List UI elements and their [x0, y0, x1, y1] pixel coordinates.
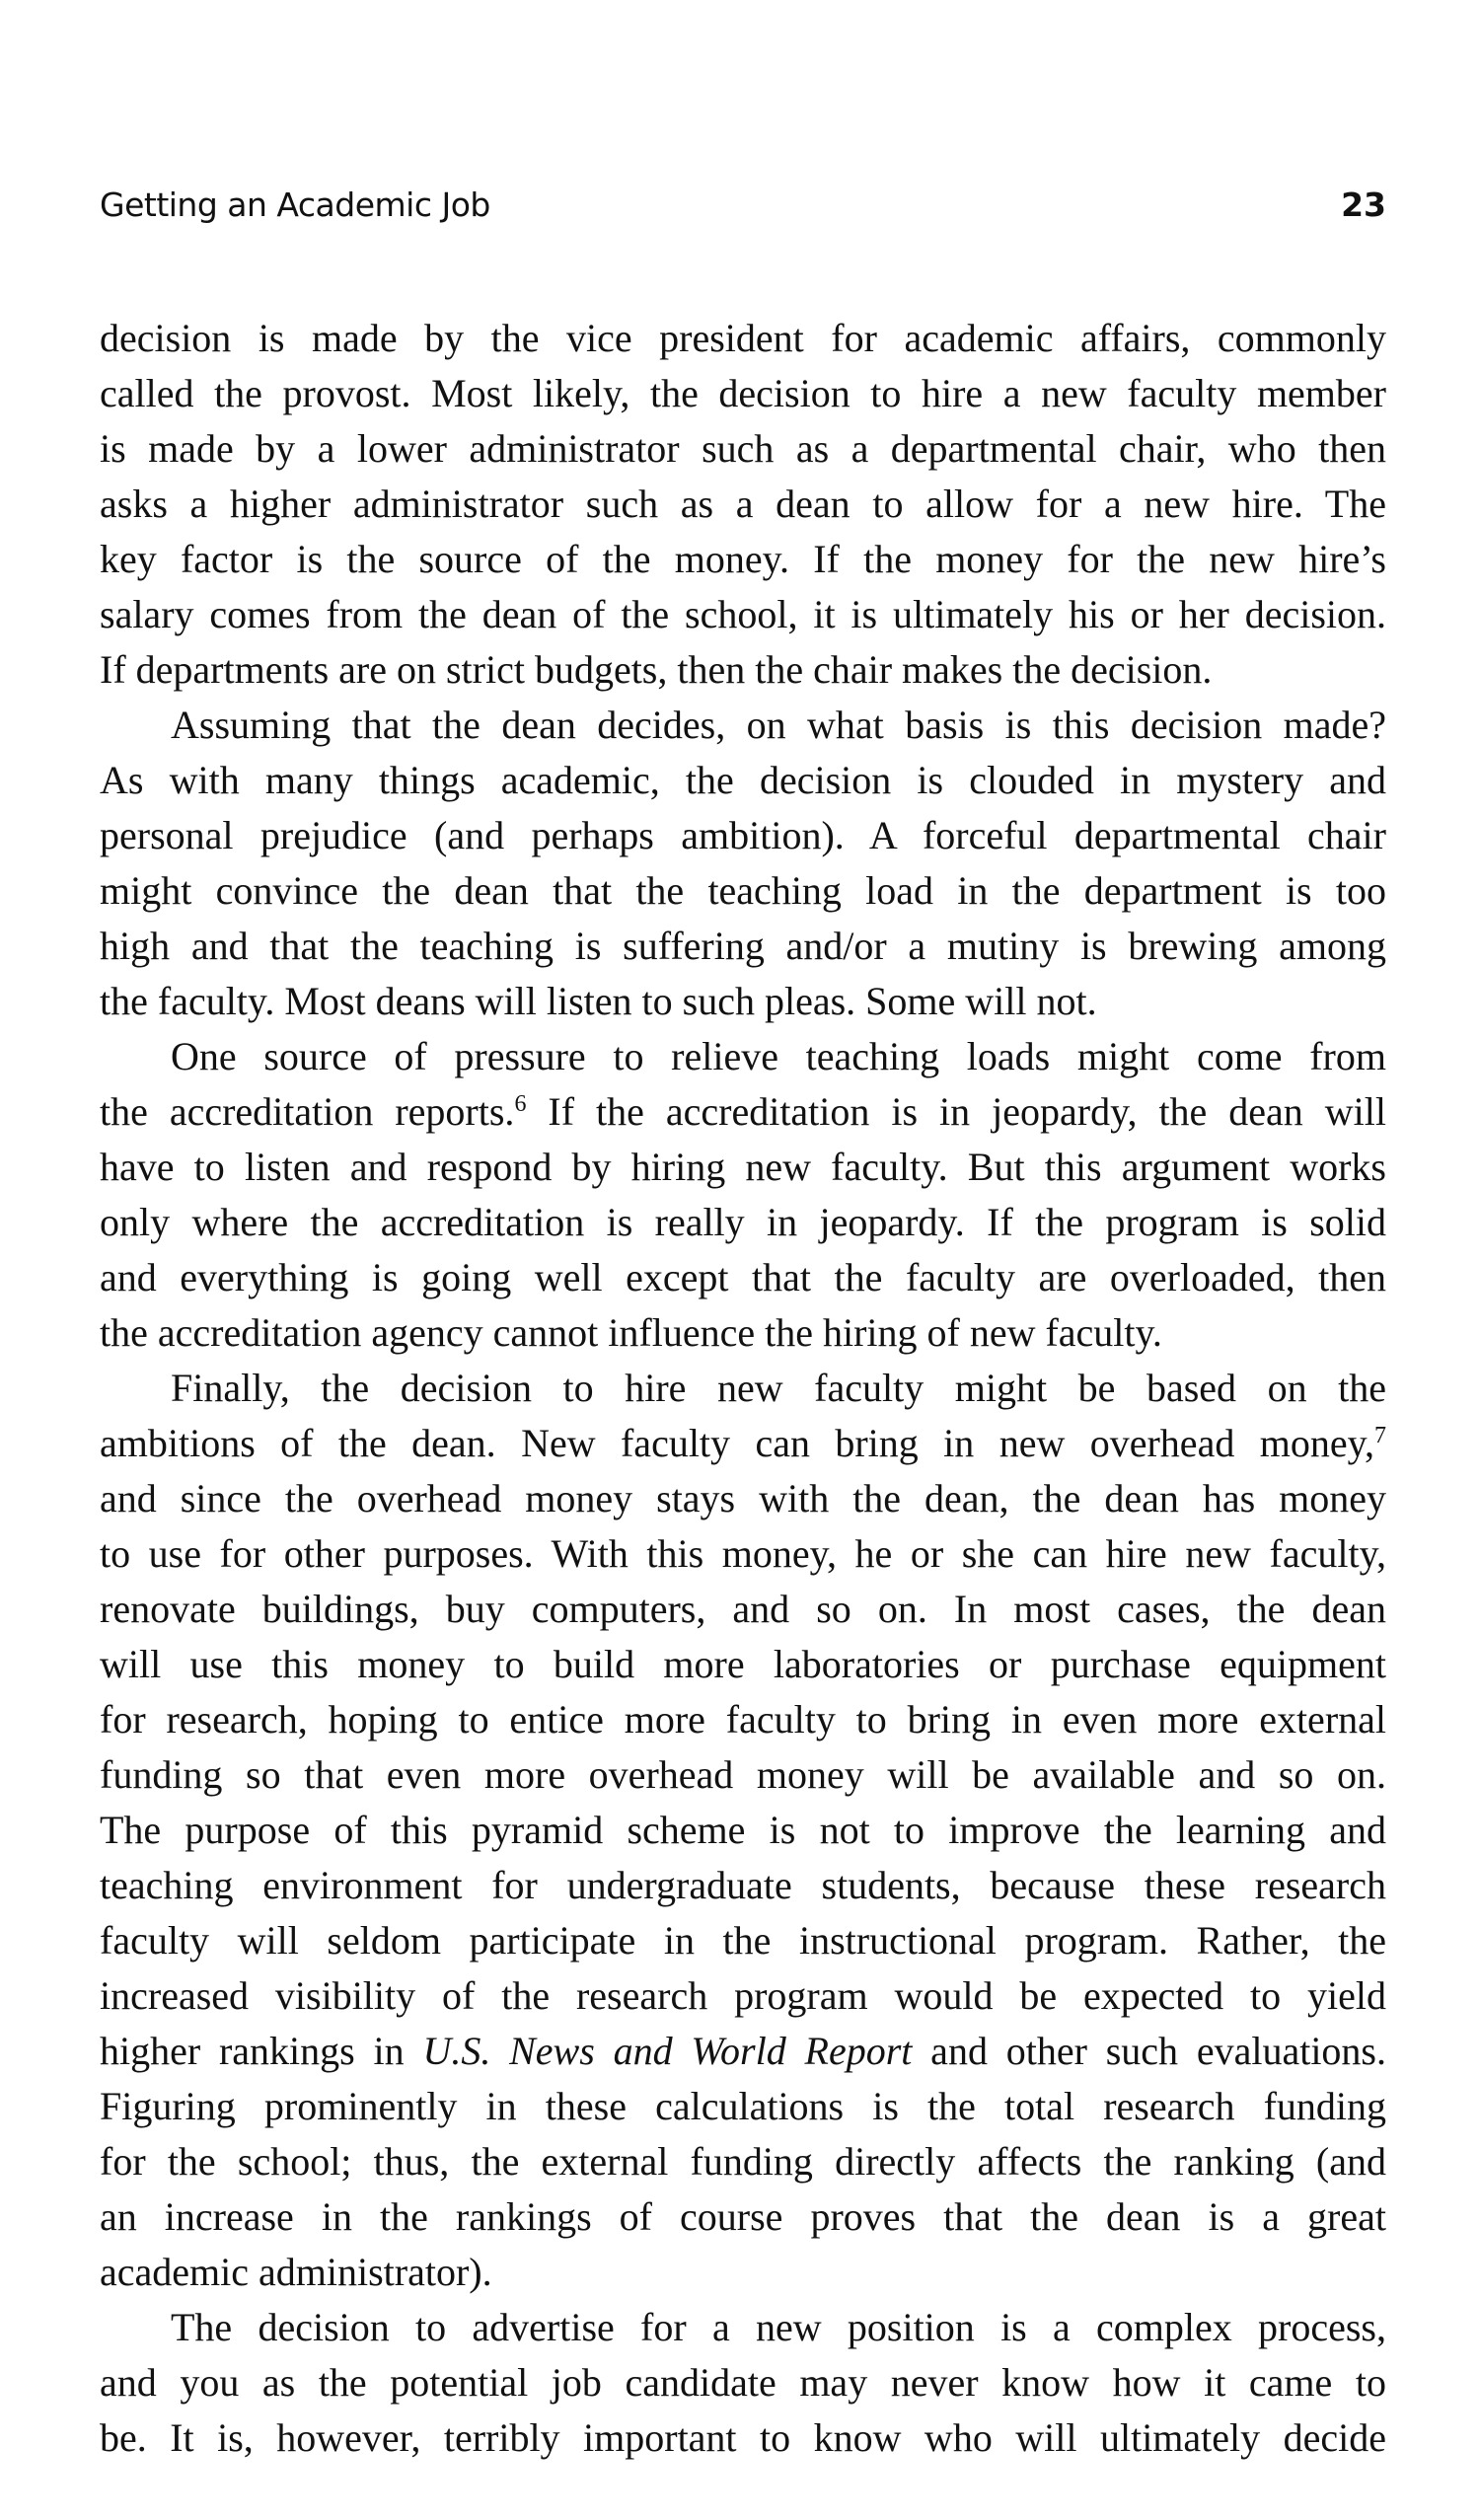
text-segment: the accreditation agency cannot influence the hiring of new faculty. [100, 1310, 1162, 1355]
text-segment: an increase in the rankings of course proves that the dean is a great [100, 2194, 1386, 2239]
text-line [100, 1084, 1386, 1140]
text-segment: faculty will seldom participate in the instructional program. Rather, the [100, 1918, 1386, 1963]
paragraph [100, 698, 1386, 1029]
text-line [100, 1913, 1386, 1968]
text-line [100, 477, 1386, 532]
running-title: Getting an Academic Job [100, 185, 490, 224]
italic-title: U.S. News and World Report [422, 2029, 913, 2073]
text-segment: renovate buildings, buy computers, and so on. In most cases, the dean [100, 1587, 1386, 1631]
text-line [100, 1250, 1386, 1305]
text-line [100, 1029, 1386, 1084]
text-segment: If departments are on strict budgets, then the chair makes the decision. [100, 647, 1213, 692]
text-segment: ambitions of the dean. New faculty can bring in new overhead money, [100, 1421, 1374, 1465]
text-line [100, 1361, 1386, 1416]
text-line [100, 1747, 1386, 1803]
text-segment: be. It is, however, terribly important to know who will ultimately decide [100, 2415, 1386, 2460]
text-line [100, 2355, 1386, 2410]
text-segment: As with many things academic, the decision is clouded in mystery and [100, 758, 1386, 802]
text-segment: decision is made by the vice president for academic affairs, commonly [100, 316, 1386, 360]
paragraph [100, 311, 1386, 698]
text-line [100, 753, 1386, 808]
text-line [100, 1968, 1386, 2024]
text-line [100, 2079, 1386, 2134]
text-segment: asks a higher administrator such as a dean to allow for a new hire. The [100, 482, 1386, 526]
text-segment: higher rankings in [100, 2029, 423, 2073]
text-segment: and everything is going well except that the faculty are overloaded, then [100, 1255, 1386, 1299]
text-segment: only where the accreditation is really in jeopardy. If the program is solid [100, 1200, 1386, 1244]
text-line [100, 863, 1386, 919]
text-line [100, 2189, 1386, 2245]
body-text [100, 311, 1386, 2466]
text-segment: might convince the dean that the teaching load in the department is too [100, 868, 1386, 913]
text-segment: increased visibility of the research program would be expected to yield [100, 1973, 1386, 2018]
text-segment: teaching environment for undergraduate students, because these research [100, 1863, 1386, 1907]
text-segment: funding so that even more overhead money will be available and so on. [100, 1752, 1386, 1797]
text-line [100, 366, 1386, 421]
paragraph [100, 1361, 1386, 2300]
text-line [100, 421, 1386, 477]
text-segment: the faculty. Most deans will listen to such pleas. Some will not. [100, 979, 1097, 1023]
text-line [100, 1803, 1386, 1858]
text-segment: Finally, the decision to hire new faculty might be based on the [171, 1366, 1386, 1410]
text-line [100, 1195, 1386, 1250]
text-segment: If the accreditation is in jeopardy, the dean will [526, 1089, 1386, 1134]
footnote-ref: 6 [514, 1091, 527, 1117]
text-segment: salary comes from the dean of the school, it is ultimately his or her decision. [100, 592, 1386, 636]
text-line [100, 1526, 1386, 1582]
paragraph [100, 2300, 1386, 2466]
text-segment: academic administrator). [100, 2250, 492, 2294]
text-segment: One source of pressure to relieve teaching loads might come from [171, 1034, 1386, 1078]
text-line [100, 2300, 1386, 2355]
text-line [100, 1471, 1386, 1526]
text-segment: is made by a lower administrator such as a departmental chair, who then [100, 426, 1386, 471]
text-line [100, 1582, 1386, 1637]
text-segment: and other such evaluations. [912, 2029, 1386, 2073]
running-header [100, 185, 1386, 235]
text-line [100, 1416, 1386, 1471]
text-segment: key factor is the source of the money. If the money for the new hire’s [100, 537, 1386, 581]
text-segment: and you as the potential job candidate may never know how it came to [100, 2360, 1386, 2405]
text-segment: called the provost. Most likely, the decision to hire a new faculty member [100, 371, 1386, 415]
text-segment: will use this money to build more laboratories or purchase equipment [100, 1642, 1386, 1686]
text-segment: The decision to advertise for a new position is a complex process, [171, 2305, 1386, 2349]
text-line [100, 919, 1386, 974]
text-line [100, 974, 1386, 1029]
text-segment: the accreditation reports. [100, 1089, 515, 1134]
text-segment: The purpose of this pyramid scheme is not to improve the learning and [100, 1808, 1386, 1852]
text-line [100, 2410, 1386, 2466]
text-line [100, 1140, 1386, 1195]
paragraph [100, 1029, 1386, 1361]
text-line [100, 2245, 1386, 2300]
text-line [100, 698, 1386, 753]
footnote-ref: 7 [1374, 1423, 1386, 1448]
text-segment: and since the overhead money stays with the dean, the dean has money [100, 1476, 1386, 1520]
text-segment: for research, hoping to entice more faculty to bring in even more external [100, 1697, 1386, 1742]
text-line [100, 532, 1386, 587]
text-line [100, 2134, 1386, 2189]
text-line [100, 587, 1386, 642]
text-line [100, 1637, 1386, 1692]
text-segment: to use for other purposes. With this money, he or she can hire new faculty, [100, 1531, 1386, 1576]
text-segment: personal prejudice (and perhaps ambition). A forceful departmental chair [100, 813, 1386, 857]
text-segment: for the school; thus, the external funding directly affects the ranking (and [100, 2139, 1386, 2184]
text-segment: Assuming that the dean decides, on what basis is this decision made? [171, 703, 1386, 747]
text-segment: have to listen and respond by hiring new faculty. But this argument works [100, 1145, 1386, 1189]
text-line [100, 642, 1386, 698]
text-segment: high and that the teaching is suffering and/or a mutiny is brewing among [100, 924, 1386, 968]
text-line [100, 1692, 1386, 1747]
text-line [100, 311, 1386, 366]
text-line [100, 2024, 1386, 2079]
page-number: 23 [1341, 185, 1386, 224]
text-line [100, 1858, 1386, 1913]
text-segment: Figuring prominently in these calculations is the total research funding [100, 2084, 1386, 2128]
text-line [100, 808, 1386, 863]
text-line [100, 1305, 1386, 1361]
